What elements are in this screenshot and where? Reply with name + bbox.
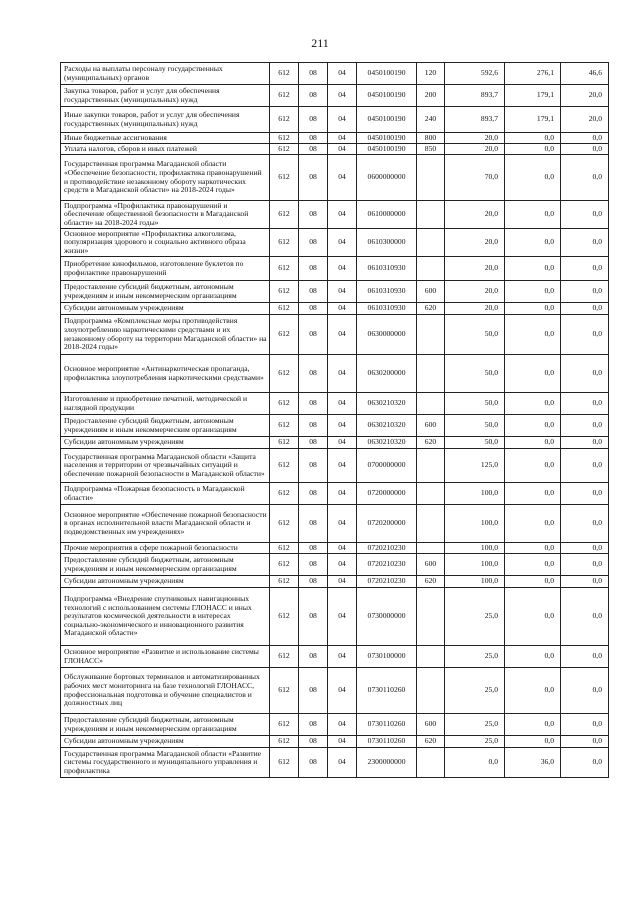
- row-subsection-code: 04: [328, 554, 357, 576]
- row-section-code: 08: [299, 483, 328, 505]
- row-amount-2: 0,0: [505, 646, 561, 668]
- row-amount-2: 0,0: [505, 201, 561, 229]
- table-row: [61, 155, 609, 201]
- row-amount-1: 25,0: [445, 588, 505, 646]
- row-ministry-code: 612: [270, 133, 299, 144]
- row-amount-2: 0,0: [505, 588, 561, 646]
- row-section-code: 08: [299, 201, 328, 229]
- row-ministry-code: 612: [270, 201, 299, 229]
- row-ministry-code: 612: [270, 588, 299, 646]
- row-expense-type: [417, 748, 445, 778]
- row-target-article: 0720000000: [357, 483, 417, 505]
- row-amount-1: 125,0: [445, 449, 505, 483]
- row-subsection-code: 04: [328, 281, 357, 303]
- row-ministry-code: 612: [270, 355, 299, 393]
- row-subsection-code: 04: [328, 107, 357, 133]
- table-row: [61, 554, 609, 576]
- row-amount-2: 0,0: [505, 257, 561, 281]
- row-target-article: 0630210320: [357, 437, 417, 449]
- row-expense-type: [417, 505, 445, 543]
- row-ministry-code: 612: [270, 107, 299, 133]
- row-amount-3: 0,0: [561, 315, 609, 355]
- row-target-article: 0610310930: [357, 303, 417, 315]
- row-section-code: 08: [299, 748, 328, 778]
- row-ministry-code: 612: [270, 281, 299, 303]
- row-amount-3: 0,0: [561, 303, 609, 315]
- row-name: Иные закупки товаров, работ и услуг для обеспечения государственных (муниципальных) нужд: [61, 107, 270, 133]
- table-row: [61, 736, 609, 748]
- row-ministry-code: 612: [270, 736, 299, 748]
- row-target-article: 0730110260: [357, 668, 417, 714]
- row-expense-type: [417, 315, 445, 355]
- row-target-article: 0450100190: [357, 85, 417, 107]
- row-target-article: 0730000000: [357, 588, 417, 646]
- row-ministry-code: 612: [270, 543, 299, 554]
- table-row: [61, 543, 609, 554]
- row-amount-1: 100,0: [445, 483, 505, 505]
- row-amount-3: 46,6: [561, 63, 609, 85]
- table-row: [61, 63, 609, 85]
- row-expense-type: [417, 543, 445, 554]
- row-ministry-code: 612: [270, 393, 299, 415]
- row-name: Субсидии автономным учреждениям: [61, 437, 270, 449]
- row-amount-1: 100,0: [445, 543, 505, 554]
- row-ministry-code: 612: [270, 257, 299, 281]
- row-expense-type: 850: [417, 144, 445, 155]
- row-name: Субсидии автономным учреждениям: [61, 303, 270, 315]
- row-amount-2: 0,0: [505, 315, 561, 355]
- row-target-article: 0730100000: [357, 646, 417, 668]
- row-name: Иные бюджетные ассигнования: [61, 133, 270, 144]
- row-name: Субсидии автономным учреждениям: [61, 576, 270, 588]
- row-amount-2: 0,0: [505, 229, 561, 257]
- row-amount-3: 0,0: [561, 281, 609, 303]
- row-section-code: 08: [299, 107, 328, 133]
- row-amount-2: 0,0: [505, 449, 561, 483]
- row-section-code: 08: [299, 505, 328, 543]
- row-expense-type: [417, 155, 445, 201]
- row-section-code: 08: [299, 646, 328, 668]
- row-name: Государственная программа Магаданской области «Защита населения и территории от чрезвычайных ситуаций и обеспечение пожарной безопасности в Магаданской области»: [61, 449, 270, 483]
- row-amount-1: 893,7: [445, 107, 505, 133]
- row-name: Обслуживание бортовых терминалов и автоматизированных рабочих мест мониторинга на базе технологий ГЛОНАСС, профессиональная подготовка и обучение специалистов и должностных лиц: [61, 668, 270, 714]
- row-expense-type: [417, 229, 445, 257]
- row-section-code: 08: [299, 588, 328, 646]
- row-subsection-code: 04: [328, 505, 357, 543]
- row-amount-1: 25,0: [445, 646, 505, 668]
- row-target-article: 0720210230: [357, 543, 417, 554]
- row-section-code: 08: [299, 714, 328, 736]
- row-target-article: 0610000000: [357, 201, 417, 229]
- row-amount-3: 0,0: [561, 668, 609, 714]
- row-name: Основное мероприятие «Обеспечение пожарной безопасности в органах исполнительной власти Магаданской области и подведомственных им учреждениях»: [61, 505, 270, 543]
- row-amount-1: 25,0: [445, 668, 505, 714]
- row-name: Основное мероприятие «Профилактика алкоголизма, популяризация здорового и социально активного образа жизни»: [61, 229, 270, 257]
- row-ministry-code: 612: [270, 303, 299, 315]
- row-name: Государственная программа Магаданской области «Обеспечение безопасности, профилактика правонарушений и противодействие незаконному обороту наркотических средств в Магаданской области» на 2018-2024 годы»: [61, 155, 270, 201]
- row-section-code: 08: [299, 437, 328, 449]
- row-expense-type: 600: [417, 714, 445, 736]
- row-expense-type: 200: [417, 85, 445, 107]
- row-expense-type: 120: [417, 63, 445, 85]
- row-amount-3: 20,0: [561, 107, 609, 133]
- row-section-code: 08: [299, 543, 328, 554]
- row-expense-type: [417, 668, 445, 714]
- row-name: Основное мероприятие «Антинаркотическая пропаганда, профилактика злоупотребления наркотическими средствами»: [61, 355, 270, 393]
- row-amount-2: 276,1: [505, 63, 561, 85]
- row-name: Расходы на выплаты персоналу государственных (муниципальных) органов: [61, 63, 270, 85]
- table-row: [61, 229, 609, 257]
- row-subsection-code: 04: [328, 588, 357, 646]
- row-target-article: 0630200000: [357, 355, 417, 393]
- row-amount-2: 0,0: [505, 355, 561, 393]
- table-row: [61, 257, 609, 281]
- row-subsection-code: 04: [328, 415, 357, 437]
- row-ministry-code: 612: [270, 554, 299, 576]
- row-section-code: 08: [299, 554, 328, 576]
- row-subsection-code: 04: [328, 668, 357, 714]
- row-expense-type: [417, 588, 445, 646]
- table-row: [61, 415, 609, 437]
- row-amount-1: 20,0: [445, 229, 505, 257]
- row-name: Субсидии автономным учреждениям: [61, 736, 270, 748]
- row-target-article: 0610310930: [357, 257, 417, 281]
- row-amount-1: 100,0: [445, 576, 505, 588]
- table-row: [61, 483, 609, 505]
- table-row: [61, 107, 609, 133]
- table-row: [61, 281, 609, 303]
- row-amount-3: 0,0: [561, 229, 609, 257]
- row-expense-type: 240: [417, 107, 445, 133]
- row-subsection-code: 04: [328, 576, 357, 588]
- row-name: Уплата налогов, сборов и иных платежей: [61, 144, 270, 155]
- table-row: [61, 576, 609, 588]
- row-amount-3: 0,0: [561, 144, 609, 155]
- table-row: [61, 714, 609, 736]
- row-section-code: 08: [299, 155, 328, 201]
- row-amount-2: 0,0: [505, 133, 561, 144]
- row-amount-1: 100,0: [445, 554, 505, 576]
- row-amount-1: 20,0: [445, 144, 505, 155]
- row-section-code: 08: [299, 63, 328, 85]
- row-target-article: 0610310930: [357, 281, 417, 303]
- row-amount-2: 0,0: [505, 576, 561, 588]
- table-row: [61, 303, 609, 315]
- row-amount-3: 0,0: [561, 646, 609, 668]
- row-ministry-code: 612: [270, 483, 299, 505]
- row-amount-1: 100,0: [445, 505, 505, 543]
- row-target-article: 0450100190: [357, 63, 417, 85]
- row-amount-1: 25,0: [445, 714, 505, 736]
- row-target-article: 0700000000: [357, 449, 417, 483]
- row-target-article: 0730110260: [357, 736, 417, 748]
- row-amount-3: 0,0: [561, 415, 609, 437]
- row-target-article: 0600000000: [357, 155, 417, 201]
- row-expense-type: 620: [417, 576, 445, 588]
- row-name: Государственная программа Магаданской области «Развитие системы государственного и муниципального управления и профилактика: [61, 748, 270, 778]
- row-ministry-code: 612: [270, 63, 299, 85]
- row-ministry-code: 612: [270, 646, 299, 668]
- row-name: Приобретение кинофильмов, изготовление буклетов по профилактике правонарушений: [61, 257, 270, 281]
- table-row: [61, 449, 609, 483]
- row-amount-2: 0,0: [505, 505, 561, 543]
- row-section-code: 08: [299, 736, 328, 748]
- row-expense-type: 620: [417, 303, 445, 315]
- row-amount-3: 0,0: [561, 155, 609, 201]
- row-name: Предоставление субсидий бюджетным, автономным учреждениям и иным некоммерческим организациям: [61, 415, 270, 437]
- row-amount-2: 0,0: [505, 554, 561, 576]
- row-target-article: 0450100190: [357, 107, 417, 133]
- table-row: [61, 748, 609, 778]
- row-name: Подпрограмма «Комплексные меры противодействия злоупотреблению наркотическими средствами и их незаконному обороту на территории Магаданской области» на 2018-2024 годы»: [61, 315, 270, 355]
- row-amount-2: 0,0: [505, 543, 561, 554]
- row-subsection-code: 04: [328, 748, 357, 778]
- row-ministry-code: 612: [270, 144, 299, 155]
- row-amount-2: 0,0: [505, 437, 561, 449]
- row-amount-3: 0,0: [561, 588, 609, 646]
- row-name: Основное мероприятие «Развитие и использование системы ГЛОНАСС»: [61, 646, 270, 668]
- row-amount-3: 0,0: [561, 355, 609, 393]
- row-subsection-code: 04: [328, 315, 357, 355]
- row-amount-1: 20,0: [445, 303, 505, 315]
- row-ministry-code: 612: [270, 437, 299, 449]
- row-amount-1: 592,6: [445, 63, 505, 85]
- row-ministry-code: 612: [270, 449, 299, 483]
- row-expense-type: [417, 393, 445, 415]
- table-row: [61, 437, 609, 449]
- table-row: [61, 315, 609, 355]
- row-expense-type: [417, 483, 445, 505]
- row-expense-type: 600: [417, 415, 445, 437]
- row-ministry-code: 612: [270, 229, 299, 257]
- row-amount-2: 0,0: [505, 303, 561, 315]
- row-subsection-code: 04: [328, 229, 357, 257]
- row-amount-1: 20,0: [445, 257, 505, 281]
- row-subsection-code: 04: [328, 257, 357, 281]
- row-expense-type: 620: [417, 437, 445, 449]
- row-subsection-code: 04: [328, 393, 357, 415]
- row-amount-2: 0,0: [505, 483, 561, 505]
- table-row: [61, 393, 609, 415]
- row-target-article: 0720200000: [357, 505, 417, 543]
- row-amount-3: 0,0: [561, 437, 609, 449]
- row-amount-3: 0,0: [561, 505, 609, 543]
- row-section-code: 08: [299, 281, 328, 303]
- row-ministry-code: 612: [270, 315, 299, 355]
- row-amount-1: 20,0: [445, 281, 505, 303]
- row-subsection-code: 04: [328, 63, 357, 85]
- row-expense-type: [417, 257, 445, 281]
- row-target-article: 0730110260: [357, 714, 417, 736]
- row-amount-3: 0,0: [561, 133, 609, 144]
- row-subsection-code: 04: [328, 144, 357, 155]
- row-subsection-code: 04: [328, 646, 357, 668]
- row-amount-1: 0,0: [445, 748, 505, 778]
- row-name: Подпрограмма «Внедрение спутниковых навигационных технологий с использованием системы ГЛОНАСС и иных результатов космической деятельности в интересах социально-экономического и инновационного развития Магаданской области»: [61, 588, 270, 646]
- row-expense-type: 800: [417, 133, 445, 144]
- row-expense-type: [417, 646, 445, 668]
- row-name: Изготовление и приобретение печатной, методической и наглядной продукции: [61, 393, 270, 415]
- row-expense-type: 620: [417, 736, 445, 748]
- row-amount-3: 0,0: [561, 576, 609, 588]
- table-row: [61, 85, 609, 107]
- row-amount-2: 0,0: [505, 714, 561, 736]
- row-target-article: 0610300000: [357, 229, 417, 257]
- row-name: Подпрограмма «Профилактика правонарушений и обеспечение общественной безопасности в Магаданской области» на 2018-2024 годы»: [61, 201, 270, 229]
- row-section-code: 08: [299, 133, 328, 144]
- row-subsection-code: 04: [328, 449, 357, 483]
- row-ministry-code: 612: [270, 668, 299, 714]
- row-expense-type: [417, 201, 445, 229]
- row-expense-type: [417, 449, 445, 483]
- row-amount-2: 0,0: [505, 155, 561, 201]
- row-subsection-code: 04: [328, 133, 357, 144]
- table-row: [61, 646, 609, 668]
- row-ministry-code: 612: [270, 576, 299, 588]
- row-amount-1: 893,7: [445, 85, 505, 107]
- row-amount-1: 50,0: [445, 355, 505, 393]
- row-section-code: 08: [299, 415, 328, 437]
- row-subsection-code: 04: [328, 303, 357, 315]
- row-amount-3: 0,0: [561, 393, 609, 415]
- row-amount-3: 0,0: [561, 483, 609, 505]
- row-amount-2: 0,0: [505, 281, 561, 303]
- row-amount-1: 25,0: [445, 736, 505, 748]
- row-target-article: 0630000000: [357, 315, 417, 355]
- row-amount-1: 50,0: [445, 437, 505, 449]
- row-ministry-code: 612: [270, 415, 299, 437]
- row-subsection-code: 04: [328, 714, 357, 736]
- table-row: [61, 133, 609, 144]
- row-subsection-code: 04: [328, 437, 357, 449]
- row-amount-2: 0,0: [505, 415, 561, 437]
- row-subsection-code: 04: [328, 355, 357, 393]
- row-target-article: 2300000000: [357, 748, 417, 778]
- row-expense-type: [417, 355, 445, 393]
- row-amount-1: 50,0: [445, 393, 505, 415]
- row-amount-1: 50,0: [445, 315, 505, 355]
- row-ministry-code: 612: [270, 85, 299, 107]
- row-amount-2: 179,1: [505, 107, 561, 133]
- row-ministry-code: 612: [270, 505, 299, 543]
- table-row: [61, 355, 609, 393]
- row-amount-3: 0,0: [561, 736, 609, 748]
- row-amount-2: 0,0: [505, 736, 561, 748]
- row-amount-1: 20,0: [445, 201, 505, 229]
- row-amount-1: 20,0: [445, 133, 505, 144]
- table-row: [61, 588, 609, 646]
- row-subsection-code: 04: [328, 155, 357, 201]
- budget-table: [60, 62, 609, 778]
- row-section-code: 08: [299, 85, 328, 107]
- row-amount-3: 0,0: [561, 748, 609, 778]
- row-section-code: 08: [299, 355, 328, 393]
- page-number: 211: [311, 36, 329, 50]
- table-row: [61, 201, 609, 229]
- row-section-code: 08: [299, 393, 328, 415]
- row-ministry-code: 612: [270, 748, 299, 778]
- table-row: [61, 144, 609, 155]
- row-subsection-code: 04: [328, 85, 357, 107]
- row-section-code: 08: [299, 229, 328, 257]
- row-amount-3: 0,0: [561, 714, 609, 736]
- row-name: Предоставление субсидий бюджетным, автономным учреждениям и иным некоммерческим организациям: [61, 281, 270, 303]
- row-target-article: 0720210230: [357, 576, 417, 588]
- row-amount-3: 0,0: [561, 449, 609, 483]
- row-name: Закупка товаров, работ и услуг для обеспечения государственных (муниципальных) нужд: [61, 85, 270, 107]
- row-section-code: 08: [299, 449, 328, 483]
- row-name: Прочие мероприятия в сфере пожарной безопасности: [61, 543, 270, 554]
- row-section-code: 08: [299, 315, 328, 355]
- row-name: Предоставление субсидий бюджетным, автономным учреждениям и иным некоммерческим организациям: [61, 554, 270, 576]
- row-amount-3: 0,0: [561, 201, 609, 229]
- row-section-code: 08: [299, 303, 328, 315]
- row-target-article: 0630210320: [357, 393, 417, 415]
- row-section-code: 08: [299, 576, 328, 588]
- row-name: Подпрограмма «Пожарная безопасность в Магаданской области»: [61, 483, 270, 505]
- row-target-article: 0450100190: [357, 144, 417, 155]
- row-target-article: 0630210320: [357, 415, 417, 437]
- row-amount-2: 0,0: [505, 668, 561, 714]
- row-ministry-code: 612: [270, 155, 299, 201]
- row-amount-2: 0,0: [505, 393, 561, 415]
- row-amount-1: 70,0: [445, 155, 505, 201]
- row-section-code: 08: [299, 257, 328, 281]
- row-subsection-code: 04: [328, 736, 357, 748]
- row-expense-type: 600: [417, 554, 445, 576]
- row-amount-3: 0,0: [561, 543, 609, 554]
- row-subsection-code: 04: [328, 543, 357, 554]
- row-amount-3: 0,0: [561, 257, 609, 281]
- row-name: Предоставление субсидий бюджетным, автономным учреждениям и иным некоммерческим организациям: [61, 714, 270, 736]
- row-section-code: 08: [299, 668, 328, 714]
- row-amount-2: 0,0: [505, 144, 561, 155]
- row-expense-type: 600: [417, 281, 445, 303]
- row-amount-1: 50,0: [445, 415, 505, 437]
- row-amount-3: 20,0: [561, 85, 609, 107]
- row-subsection-code: 04: [328, 201, 357, 229]
- row-amount-2: 36,0: [505, 748, 561, 778]
- row-target-article: 0720210230: [357, 554, 417, 576]
- row-amount-3: 0,0: [561, 554, 609, 576]
- table-row: [61, 505, 609, 543]
- row-target-article: 0450100190: [357, 133, 417, 144]
- row-section-code: 08: [299, 144, 328, 155]
- row-amount-2: 179,1: [505, 85, 561, 107]
- row-subsection-code: 04: [328, 483, 357, 505]
- table-row: [61, 668, 609, 714]
- row-ministry-code: 612: [270, 714, 299, 736]
